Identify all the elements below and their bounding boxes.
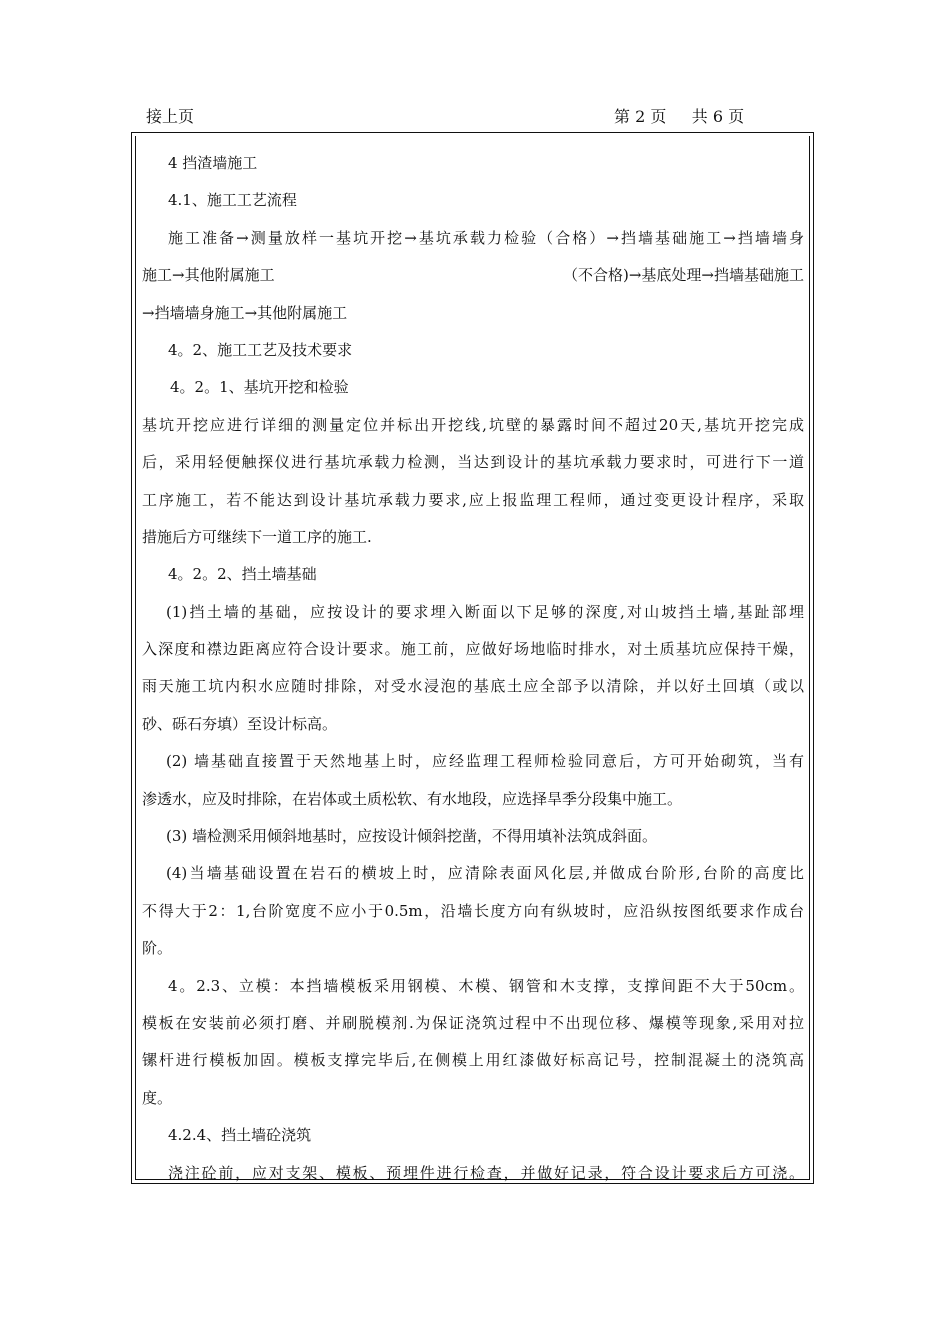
document-body xyxy=(142,145,804,1192)
paragraph-line: 度。 xyxy=(142,1088,173,1107)
section-heading: 4 挡渣墙施工 xyxy=(168,154,258,172)
paragraph-line: 浇注砼前，应对支架、模板、预埋件进行检查，并做好记录，符合设计要求后方可浇。 xyxy=(168,1163,804,1182)
paragraph-line: 4。2.3、立模：本挡墙模板采用钢模、木模、钢管和木支撑，支撑间距不大于50cm。 xyxy=(168,976,804,995)
paragraph-line: 工序施工，若不能达到设计基坑承载力要求,应上报监理工程师，通过变更设计程序，采取 xyxy=(142,490,804,509)
paragraph-line: 后，采用轻便触探仪进行基坑承载力检测，当达到设计的基坑承载力要求时，可进行下一道 xyxy=(142,453,804,472)
subsection-heading: 4。2、施工工艺及技术要求 xyxy=(168,340,353,359)
paragraph-line: 雨天施工坑内积水应随时排除，对受水浸泡的基底土应全部予以清除，并以好土回填（或以 xyxy=(142,677,804,696)
flow-right: （不合格)→基底处理→挡墙基础施工 xyxy=(563,266,804,285)
paragraph-line: (1)挡土墙的基础，应按设计的要求埋入断面以下足够的深度,对山坡挡土墙,基趾部埋 xyxy=(166,602,804,621)
subsection-heading: 4.2.4、挡土墙砼浇筑 xyxy=(168,1126,312,1145)
paragraph-line: 砂、砾石夯填）至设计标高。 xyxy=(142,714,338,733)
paragraph-line: →挡墙墙身施工→其他附属施工 xyxy=(142,303,348,322)
paragraph-line: 模板在安装前必须打磨、并刷脱模剂.为保证浇筑过程中不出现位移、爆模等现象,采用对拉 xyxy=(142,1013,804,1032)
paragraph-line: 基坑开挖应进行详细的测量定位并标出开挖线,坑壁的暴露时间不超过20天,基坑开挖完成 xyxy=(142,415,804,434)
page-header xyxy=(0,104,950,132)
paragraph-line: 阶。 xyxy=(142,939,173,958)
paragraph-line: 措施后方可继续下一道工序的施工. xyxy=(142,527,372,546)
paragraph-line xyxy=(142,257,804,294)
subsection-heading: 4。2。1、基坑开挖和检验 xyxy=(170,378,349,397)
paragraph-line: 不得大于2：1,台阶宽度不应小于0.5m，沿墙长度方向有纵坡时，应沿纵按图纸要求作成台 xyxy=(142,901,804,920)
paragraph-line: 渗透水，应及时排除，在岩体或土质松软、有水地段，应选择旱季分段集中施工。 xyxy=(142,789,683,808)
subsection-heading: 4.1、施工工艺流程 xyxy=(168,191,297,210)
paragraph-line: 镙杆进行模板加固。模板支撑完毕后,在侧模上用红漆做好标高记号，控制混凝土的浇筑高 xyxy=(142,1051,804,1070)
continued-label: 接上页 xyxy=(146,107,195,126)
paragraph-line: 入深度和襟边距离应符合设计要求。施工前，应做好场地临时排水，对土质基坑应保持干燥， xyxy=(142,640,804,659)
paragraph-line: (4)当墙基础设置在岩石的横坡上时，应清除表面风化层,并做成台阶形,台阶的高度比 xyxy=(166,864,804,883)
paragraph-line: 施工准备→测量放样一基坑开挖→基坑承载力检验（合格）→挡墙基础施工→挡墙墙身 xyxy=(168,228,804,247)
subsection-heading: 4。2。2、挡土墙基础 xyxy=(168,565,317,584)
content-frame xyxy=(131,132,814,1184)
flow-left: 施工→其他附属施工 xyxy=(142,266,275,285)
paragraph-line: (2) 墙基础直接置于天然地基上时，应经监理工程师检验同意后，方可开始砌筑，当有 xyxy=(166,752,804,771)
page-number: 第 2 页 共 6 页 xyxy=(614,107,745,126)
paragraph-line: (3) 墙检测采用倾斜地基时，应按设计倾斜挖凿，不得用填补法筑成斜面。 xyxy=(166,827,658,846)
